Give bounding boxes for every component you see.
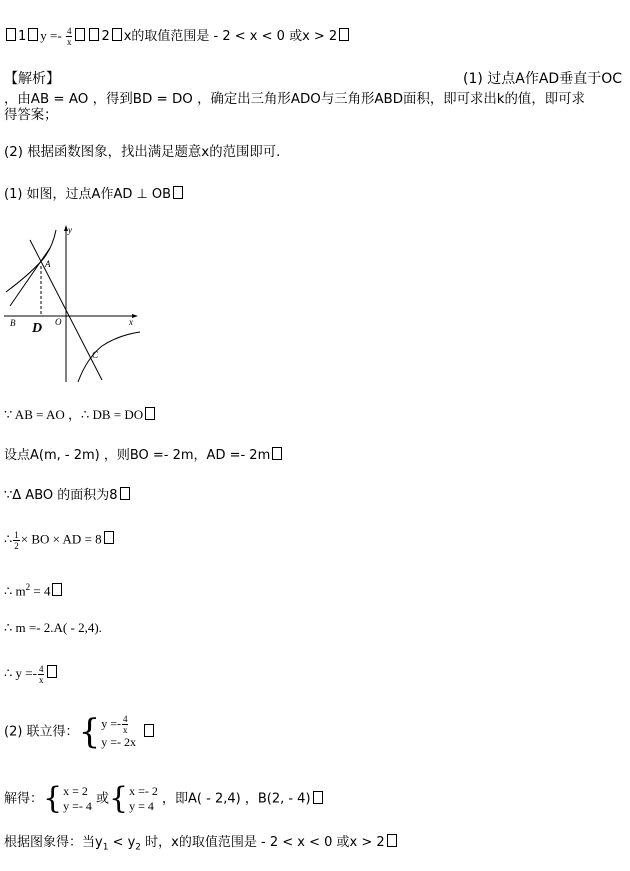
- line-5-exponent: 2: [25, 582, 31, 592]
- line-5: [4, 579, 64, 599]
- placeholder-box-icon: [144, 724, 154, 737]
- part1-equation: y =-: [40, 28, 65, 43]
- line-2-text: 设点A(m, - 2m) ，则BO =- 2m，AD =- 2m: [4, 448, 271, 463]
- placeholder-box-icon: [89, 28, 99, 41]
- fraction-numerator: 4: [122, 714, 128, 724]
- placeholder-box-icon: [112, 28, 122, 41]
- line-7-prefix: ∴ y =-: [4, 665, 37, 681]
- step1-intro: [4, 186, 185, 203]
- line-9-suffix: ，即A( - 2,4) ，B(2, - 4): [162, 791, 311, 807]
- analysis-heading-line: [4, 71, 626, 91]
- line-8: [4, 714, 156, 750]
- line-10-b: < y: [108, 835, 136, 850]
- part1-prefix: 1: [18, 29, 27, 44]
- subscript-2: 2: [135, 842, 142, 853]
- label-x: x: [129, 317, 133, 327]
- function-graph-figure: [4, 222, 142, 384]
- equation-row: x =- 2: [129, 784, 158, 798]
- fraction-denominator: x: [38, 675, 44, 685]
- analysis-line-3: 得答案；: [4, 108, 58, 123]
- fraction-denominator: x: [122, 725, 128, 735]
- answer-line: [4, 26, 351, 47]
- line-3-text: ∵Δ ABO 的面积为8: [4, 488, 118, 503]
- equation-row: [101, 714, 136, 735]
- equation-system: [79, 714, 136, 750]
- fraction: [38, 664, 45, 685]
- left-brace-icon: {: [109, 781, 129, 816]
- line-3: [4, 487, 132, 504]
- placeholder-box-icon: [52, 583, 62, 596]
- part2-prefix: 2: [101, 29, 110, 44]
- placeholder-box-icon: [145, 407, 155, 420]
- fraction-numerator: 4: [38, 664, 44, 674]
- equation-rows: [101, 714, 136, 750]
- line-7: [4, 664, 59, 685]
- fraction-numerator: 4: [66, 26, 72, 36]
- analysis-right-text: (1) 过点A作AD垂直于OC: [463, 71, 623, 87]
- hyperbola-branch-lower-right: [78, 332, 140, 382]
- label-b: B: [10, 318, 16, 328]
- label-d: D: [32, 321, 43, 336]
- equation-row: y =- 4: [63, 799, 92, 813]
- line-6: ∴ m =- 2.A( - 2,4).: [4, 620, 102, 635]
- analysis-line-2: ，由AB = AO ，得到BD = DO ，确定出三角形ADO与三角形ABD面积，即可求出k的值，即可求: [4, 92, 585, 107]
- line-5-b: = 4: [30, 583, 51, 599]
- placeholder-box-icon: [173, 186, 183, 199]
- line-2: [4, 447, 284, 464]
- line-10-c: 时，x的取值范围是 - 2 < x < 0 或x > 2: [141, 835, 385, 850]
- placeholder-box-icon: [120, 487, 130, 500]
- label-o: O: [55, 317, 62, 327]
- line-4: [4, 530, 116, 551]
- line-1-text: ∵ AB = AO ，∴ DB = DO: [4, 407, 144, 422]
- placeholder-box-icon: [313, 791, 323, 804]
- step1-intro-text: (1) 如图，过点A作AD ⊥ OB: [4, 187, 172, 202]
- fraction: [66, 26, 73, 47]
- fraction-half: [13, 530, 20, 551]
- solution-system-1: [43, 782, 92, 816]
- equation-row: y = 4: [129, 799, 154, 813]
- line-9: [4, 782, 325, 816]
- line-5-a: ∴ m: [4, 583, 26, 599]
- part2-text: x的取值范围是 - 2 < x < 0 或x > 2: [123, 29, 338, 44]
- left-brace-icon: {: [43, 781, 63, 816]
- solution-system-2: [109, 782, 158, 816]
- label-a: A: [45, 259, 51, 269]
- label-c: C: [92, 350, 99, 360]
- subscript-1: 1: [102, 842, 109, 853]
- line-9-prefix: 解得：: [4, 791, 44, 807]
- fraction-numerator: 1: [14, 530, 19, 540]
- left-brace-icon: {: [78, 712, 101, 752]
- fraction-denominator: x: [66, 37, 72, 47]
- placeholder-box-icon: [47, 665, 57, 678]
- line-10: [4, 834, 399, 856]
- or-word: 或: [96, 791, 110, 807]
- placeholder-box-icon: [6, 28, 16, 41]
- equation-row: x = 2: [63, 784, 88, 798]
- line-10-a: 根据图象得：当y: [4, 835, 103, 850]
- placeholder-box-icon: [104, 531, 114, 544]
- eq-row-1-a: y =-: [101, 716, 121, 731]
- line-4-prefix: ∴: [4, 531, 13, 547]
- label-y: y: [68, 225, 72, 235]
- line-ab: [10, 248, 50, 306]
- fraction-denominator: 2: [14, 541, 19, 551]
- step2-hint: (2) 根据函数图象，找出满足题意x的范围即可．: [4, 145, 290, 160]
- fraction: [122, 714, 129, 735]
- equation-row: y =- 2x: [101, 735, 136, 749]
- line-1: [4, 407, 157, 423]
- line-8-prefix: (2) 联立得：: [4, 724, 79, 740]
- line-4-rest: × BO × AD = 8: [20, 531, 102, 547]
- equation-rows: [129, 784, 158, 814]
- placeholder-box-icon: [339, 28, 349, 41]
- placeholder-box-icon: [387, 834, 397, 847]
- placeholder-box-icon: [28, 28, 38, 41]
- analysis-heading: 【解析】: [4, 71, 60, 87]
- placeholder-box-icon: [75, 28, 85, 41]
- placeholder-box-icon: [272, 447, 282, 460]
- equation-rows: [63, 784, 92, 814]
